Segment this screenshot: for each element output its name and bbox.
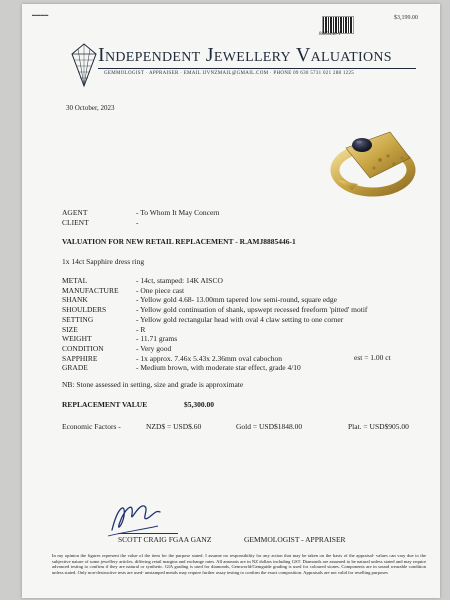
replacement-value-amount: $5,300.00: [184, 400, 214, 409]
ring-photo: [318, 118, 418, 198]
detail-label: MANUFACTURE: [62, 285, 119, 295]
agent-value: - To Whom It May Concern: [136, 208, 220, 217]
detail-label: SIZE: [62, 324, 78, 334]
corner-mark: ▬▬▬▬: [32, 12, 49, 17]
client-value: -: [136, 218, 139, 227]
appraiser-name: SCOTT CRAIG FGAA GANZ: [118, 535, 212, 544]
valuation-document: [22, 4, 440, 598]
document-date: 30 October, 2023: [66, 104, 115, 112]
barcode-number: 8885446-1: [319, 32, 341, 37]
detail-label: SHANK: [62, 295, 88, 305]
agent-row: [62, 208, 220, 217]
detail-row: [62, 286, 184, 295]
signature-line: [118, 533, 178, 534]
detail-label: SAPPHIRE: [62, 353, 98, 363]
client-row: [62, 218, 139, 227]
detail-label: WEIGHT: [62, 334, 92, 344]
price-tag: $3,199.00: [394, 15, 418, 21]
detail-label: GRADE: [62, 363, 88, 373]
assessment-note: NB: Stone assessed in setting, size and grade is approximate: [62, 380, 244, 389]
detail-row: [62, 354, 282, 363]
detail-row: [62, 334, 177, 343]
detail-label: SETTING: [62, 314, 94, 324]
disclaimer-text: In my opinion the figures represent the value of the item for the purpose stated. I assume no responsibility for any action that may be taken on the basis of the appraisal- values can vary due to the subjective nature of some jewellery articles, differing retail margins and exchange rates. All amounts are in NZ dollars including GST. Diamonds are assumed to be natural unless stated and may require advanced testing to confirm if they are natural or synthetic. GIA grading is used for diamonds, Gemworld/Gemguide grading is used for coloured stones. Components are in sound wearable condition unless stated. Only non-destructive tests are used- unstamped metals may require further assay testing to confirm the exact composition. Appraisals are not valid for reselling purposes: [52, 553, 426, 575]
detail-value: - Very good: [136, 343, 172, 353]
client-label: CLIENT: [62, 218, 89, 227]
detail-value: - Yellow gold continuation of shank, upswept recessed freeform 'pitted' motif: [136, 305, 368, 315]
detail-label: CONDITION: [62, 343, 104, 353]
economic-nzd: NZD$ = USD$.60: [146, 422, 202, 431]
agent-label: AGENT: [62, 208, 88, 217]
detail-value: - 1x approx. 7.46x 5.43x 2.36mm oval cabochon: [136, 353, 283, 363]
detail-row: [62, 344, 171, 353]
detail-value: - Yellow gold rectangular head with oval 4 claw setting to one corner: [136, 314, 344, 324]
detail-value: - Medium brown, with moderate star effect, grade 4/10: [136, 363, 301, 373]
detail-value: - Yellow gold 4.68- 13.00mm tapered low semi-round, square edge: [136, 295, 338, 305]
sapphire-estimate: est = 1.00 ct: [354, 353, 391, 362]
valuation-heading: VALUATION FOR NEW RETAIL REPLACEMENT - R.AMJ8885446-1: [62, 237, 296, 246]
detail-value: - 11.71 grams: [136, 334, 178, 344]
replacement-value-label: REPLACEMENT VALUE: [62, 400, 148, 409]
economic-gold: Gold = USD$1848.00: [236, 422, 303, 431]
economic-plat: Plat. = USD$905.00: [348, 422, 409, 431]
item-description: 1x 14ct Sapphire dress ring: [62, 257, 145, 266]
brand-contact-line: GEMMOLOGIST · APPRAISER · EMAIL IJVNZMAIL@GMAIL.COM · PHONE 09 630 5731 021 288 1225: [104, 71, 355, 76]
economic-factors-label: Economic Factors -: [62, 422, 121, 431]
sapphire-stone: [352, 138, 372, 152]
detail-value: - R: [136, 324, 146, 334]
detail-row: [62, 325, 145, 334]
detail-value: - One piece cast: [136, 285, 185, 295]
detail-row: [62, 305, 367, 314]
detail-row: [62, 315, 343, 324]
brand-divider: [98, 68, 416, 69]
detail-label: SHOULDERS: [62, 305, 107, 315]
detail-row: [62, 295, 337, 304]
detail-label: METAL: [62, 276, 88, 285]
brand-name: Independent Jewellery Valuations: [98, 44, 392, 66]
detail-row: [62, 363, 301, 372]
appraiser-title: GEMMOLOGIST - APPRAISER: [244, 535, 346, 544]
detail-row: [62, 276, 223, 285]
detail-value: - 14ct, stamped: 14K AISCO: [136, 276, 223, 285]
diamond-logo-icon: [68, 40, 100, 90]
